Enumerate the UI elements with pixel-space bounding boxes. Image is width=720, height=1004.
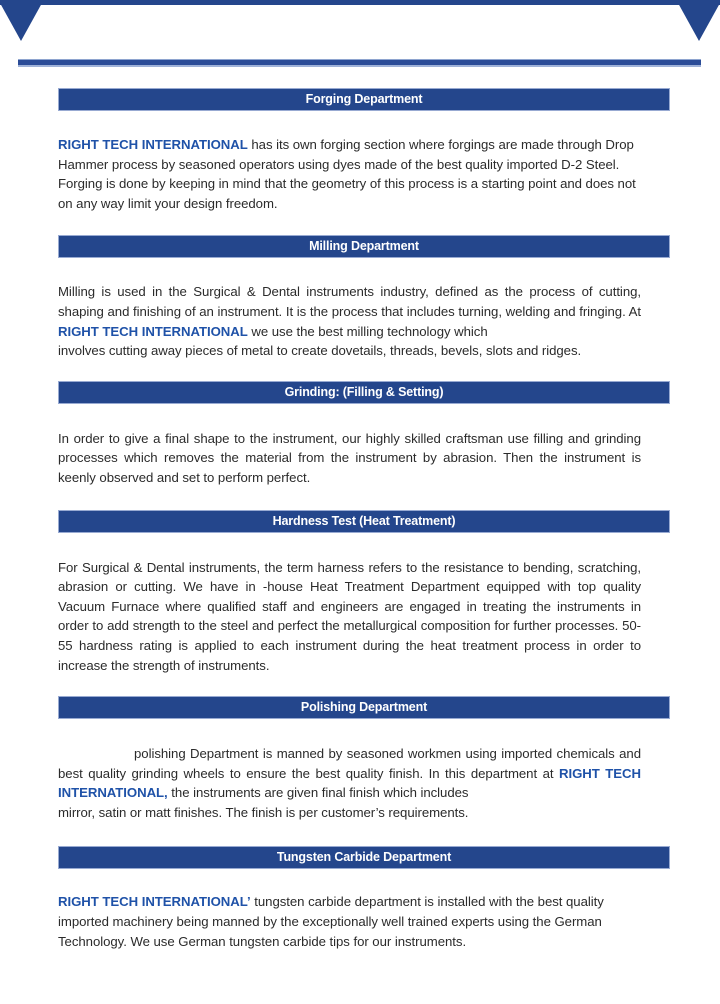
section-paragraph-polishing-continued (58, 803, 641, 823)
section-body-milling-part2: we use the best milling technology which (247, 323, 488, 339)
spacer (0, 404, 720, 429)
section-tungsten (0, 846, 720, 951)
spacer (0, 361, 720, 381)
section-grinding (0, 381, 720, 510)
brand-name-forging: RIGHT TECH INTERNATIONAL (58, 137, 248, 152)
spacer (0, 719, 720, 744)
section-hardness (0, 510, 720, 697)
section-paragraph-polishing (58, 744, 641, 803)
section-polishing (0, 696, 720, 846)
top-accent-bar (0, 0, 720, 5)
brand-name-milling: RIGHT TECH INTERNATIONAL (58, 323, 248, 339)
header-divider-thin-line (18, 65, 701, 67)
document-body (0, 88, 720, 951)
section-body-forging: has its own forging section where forgings are made through Drop Hammer process by seasoned operators using dyes made of the best quality imported D-2 Steel. Forging is done by keeping in mind that the geometry of this process is a starting point and does not on any way limit your design freedom. (58, 137, 636, 211)
section-heading-hardness: Hardness Test (Heat Treatment) (58, 510, 670, 533)
header-divider-rule (18, 59, 701, 68)
section-body-tungsten: tungsten carbide department is installed with the best quality imported machinery being manned by the exceptionally well trained experts using the German Technology. We use German tungsten carbide tips for our instruments. (58, 894, 604, 949)
section-body-polishing-part3: mirror, satin or matt finishes. The finish is per customer’s requirements. (58, 804, 469, 820)
spacer (0, 533, 720, 558)
section-paragraph-grinding: In order to give a final shape to the instrument, our highly skilled craftsman use filling and grinding processes which removes the material from the instrument by abrasion. Then the instrument is keenly observed and set to perform perfect. (58, 430, 641, 485)
section-body-milling-part3: involves cutting away pieces of metal to create dovetails, threads, bevels, slots and ridges. (58, 343, 582, 359)
section-heading-forging: Forging Department (58, 88, 670, 111)
section-heading-grinding: Grinding: (Filling & Setting) (58, 381, 670, 404)
spacer (0, 258, 720, 282)
left-triangle-decoration (0, 3, 42, 41)
brand-name-tungsten: RIGHT TECH INTERNATIONAL’ (58, 894, 251, 910)
section-paragraph-tungsten (58, 892, 641, 951)
section-heading-milling: Milling Department (58, 235, 670, 258)
page-top-decoration (0, 0, 720, 46)
section-paragraph-milling (58, 282, 641, 341)
spacer (0, 822, 720, 846)
section-body-polishing-part1: polishing Department is manned by seasoned workmen using imported chemicals and best quality grinding wheels to ensure the best quality finish. In this department at (58, 746, 641, 781)
section-body-polishing-part2: the instruments are given final finish which includes (167, 785, 469, 801)
spacer (0, 675, 720, 696)
section-heading-polishing: Polishing Department (58, 696, 670, 719)
section-body-milling-part1: Milling is used in the Surgical & Dental instruments industry, defined as the process of cutting, shaping and finishing of an instrument. It is the process that includes turning, welding and fringing. At (58, 284, 641, 319)
section-paragraph-forging (58, 135, 641, 213)
brand-name-polishing: RIGHT TECH INTERNATIONAL, (58, 765, 641, 801)
right-triangle-decoration (678, 3, 720, 41)
section-forging (0, 88, 720, 235)
spacer (0, 869, 720, 892)
section-milling (0, 235, 720, 380)
spacer (0, 488, 720, 510)
section-paragraph-milling-continued (58, 341, 641, 361)
spacer (0, 213, 720, 235)
section-paragraph-hardness: For Surgical & Dental instruments, the term harness refers to the resistance to bending, scratching, abrasion or cutting. We have in -house Heat Treatment Department equipped with top quality Vacuum Furnace where qualified staff and engineers are engaged in treating the instruments in order to add strength to the steel and perfect the metallurgical composition for further processes. 50-55 hardness rating is applied to each instrument during the heat treatment process in order to increase the strength of instruments. (58, 559, 641, 673)
spacer (0, 111, 720, 135)
section-heading-tungsten: Tungsten Carbide Department (58, 846, 670, 869)
